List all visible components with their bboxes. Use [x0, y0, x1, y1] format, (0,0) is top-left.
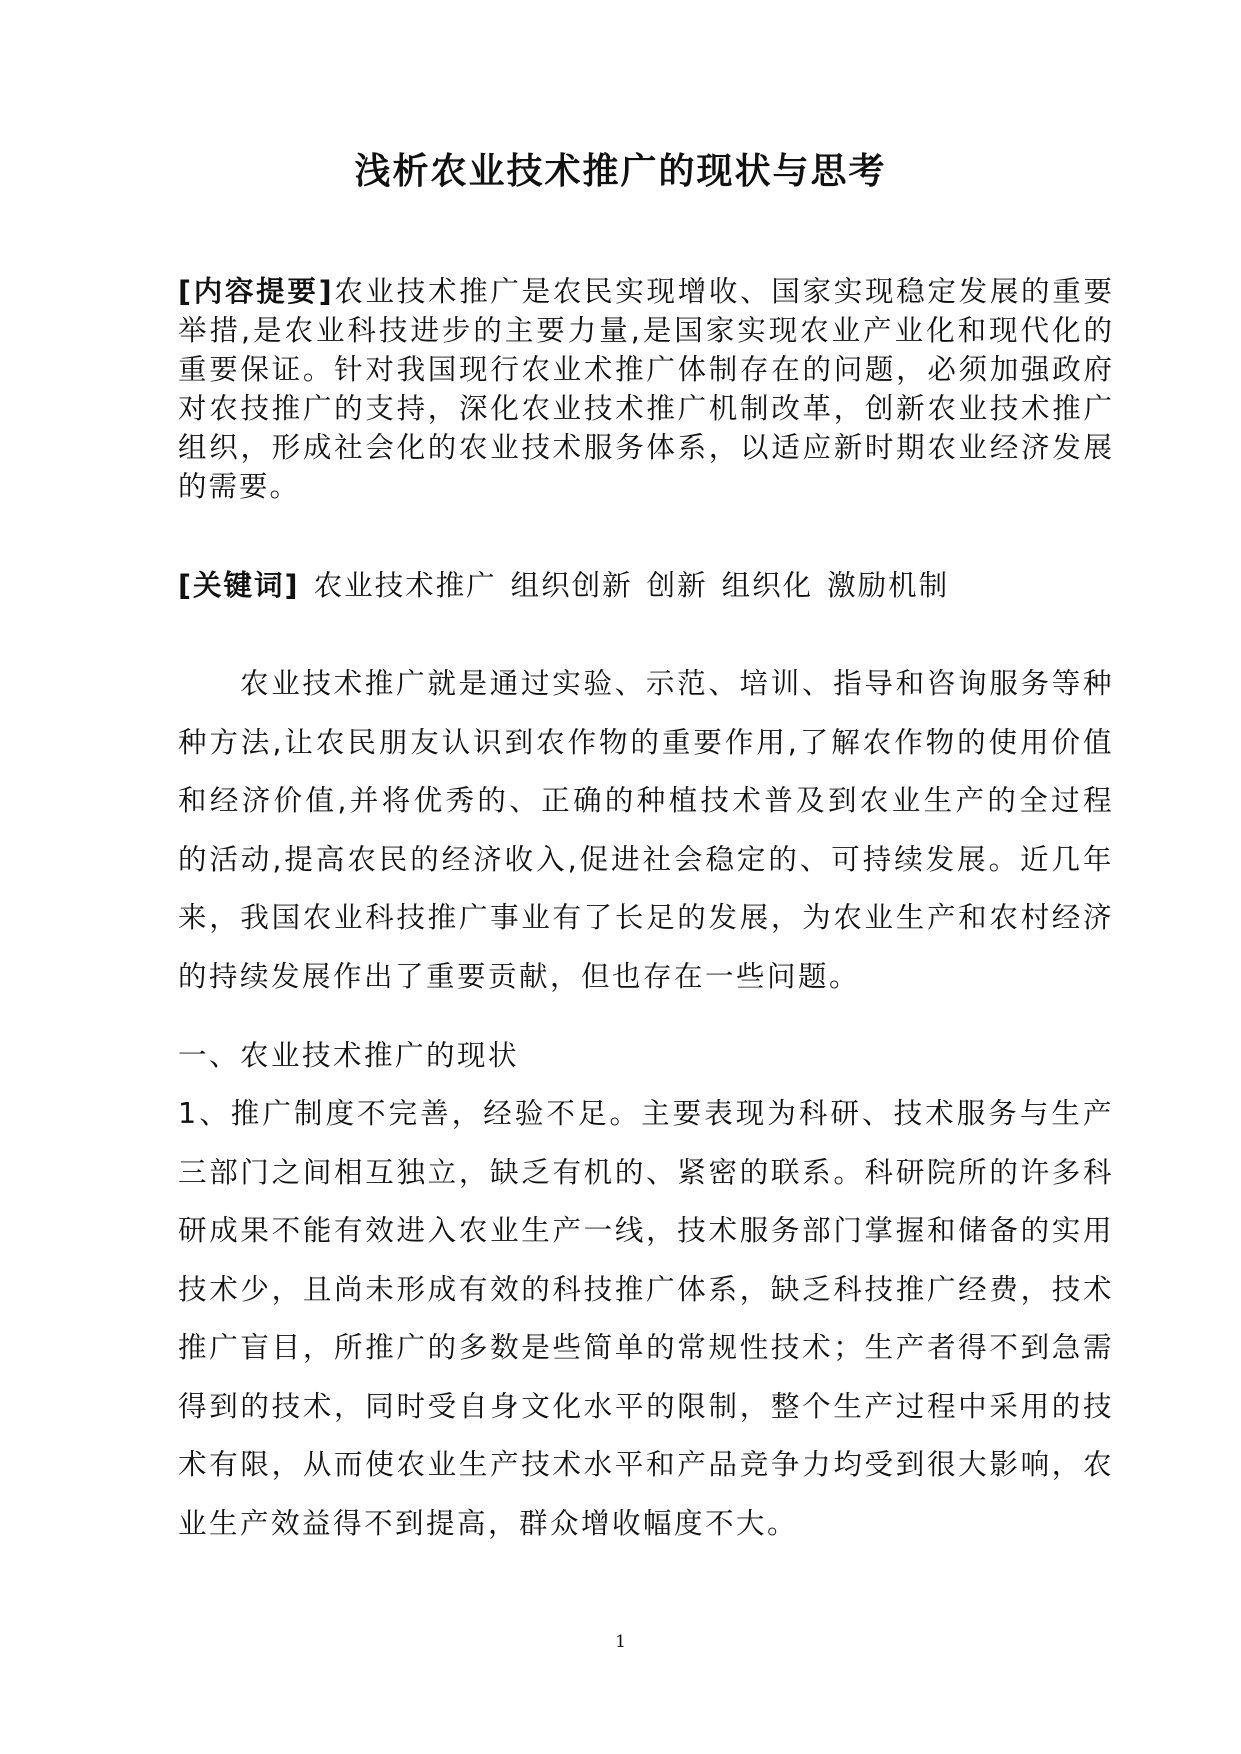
- keyword-item: 组织创新: [510, 569, 633, 602]
- abstract-label: [内容提要]: [178, 275, 334, 308]
- keyword-item: 农业技术推广: [313, 569, 497, 602]
- page-number: 1: [615, 1632, 626, 1652]
- keyword-item: 创新: [646, 569, 708, 602]
- abstract-block: [178, 272, 1114, 506]
- intro-paragraph: 农业技术推广就是通过实验、示范、培训、指导和咨询服务等种种方法,让农民朋友认识到农作物的重要作用,了解农作物的使用价值和经济价值,并将优秀的、正确的种植技术普及到农业生产的全过程的活动,提高农民的经济收入,促进社会稳定的、可持续发展。近几年来，我国农业科技推广事业有了长足的发展，为农业生产和农村经济的持续发展作出了重要贡献，但也存在一些问题。: [178, 667, 1114, 993]
- document-title: 浅析农业技术推广的现状与思考: [354, 151, 887, 192]
- keywords-label: [关键词]: [178, 569, 300, 602]
- abstract-text: 农业技术推广是农民实现增收、国家实现稳定发展的重要举措,是农业科技进步的主要力量,是国家实现农业产业化和现代化的重要保证。针对我国现行农业术推广体制存在的问题，必须加强政府对农技推广的支持，深化农业技术推广机制改革，创新农业技术推广组织，形成社会化的农业技术服务体系，以适应新时期农业经济发展的需要。: [178, 275, 1114, 503]
- keyword-item: 激励机制: [827, 569, 950, 602]
- section-heading: 一、农业技术推广的现状: [178, 1039, 520, 1072]
- body-paragraph: 1、推广制度不完善，经验不足。主要表现为科研、技术服务与生产三部门之间相互独立，缺乏有机的、紧密的联系。科研院所的许多科研成果不能有效进入农业生产一线，技术服务部门掌握和储备的实用技术少，且尚未形成有效的科技推广体系，缺乏科技推广经费，技术推广盲目，所推广的多数是些简单的常规性技术；生产者得不到急需得到的技术，同时受自身文化水平的限制，整个生产过程中采用的技术有限，从而使农业生产技术水平和产品竞争力均受到很大影响，农业生产效益得不到提高，群众增收幅度不大。: [178, 1097, 1114, 1540]
- keyword-item: 组织化: [721, 569, 814, 602]
- keywords-block: [178, 566, 1114, 606]
